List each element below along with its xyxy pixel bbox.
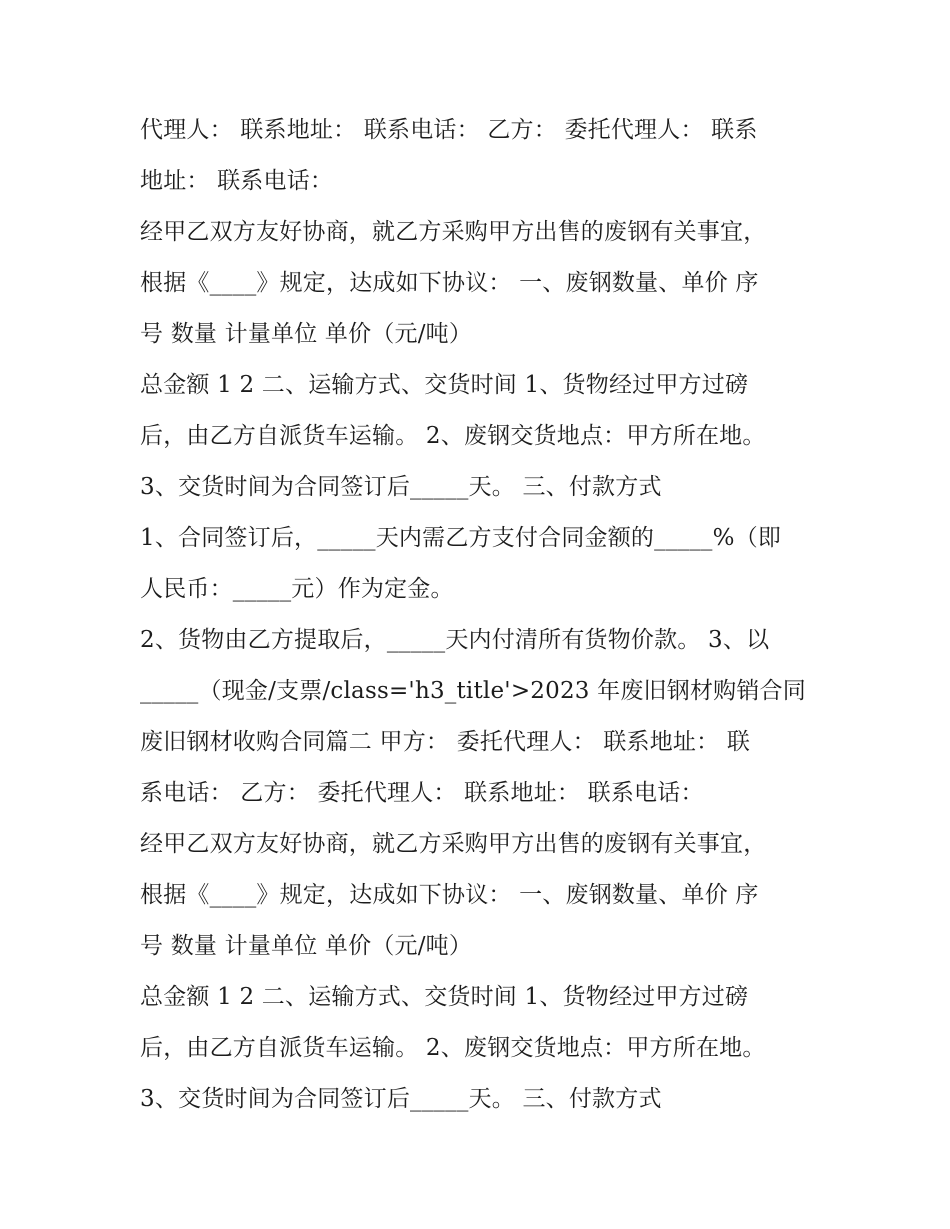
text-line-15: 经甲乙双方友好协商，就乙方采购甲方出售的废钢有关事宜， [140, 831, 767, 857]
text-line-19: 后，由乙方自派货车运输。 2、废钢交货地点：甲方所在地。 [140, 1035, 766, 1061]
text-line-3: 经甲乙双方友好协商，就乙方采购甲方出售的废钢有关事宜， [140, 219, 767, 245]
text-line-5: 号 数量 计量单位 单价（元/吨） [140, 321, 473, 347]
text-line-7: 后，由乙方自派货车运输。 2、废钢交货地点：甲方所在地。 [140, 423, 766, 449]
text-line-6: 总金额 1 2 二、运输方式、交货时间 1、货物经过甲方过磅 [140, 372, 749, 398]
text-line-8: 3、交货时间为合同签订后_____天。 三、付款方式 [140, 474, 662, 500]
text-line-4: 根据《____》规定，达成如下协议： 一、废钢数量、单价 序 [140, 270, 759, 296]
document-body [140, 105, 810, 1125]
text-line-11: 2、货物由乙方提取后，_____天内付清所有货物价款。 3、以 [140, 627, 770, 653]
text-line-10: 人民币：_____元）作为定金。 [140, 576, 454, 602]
text-line-1: 代理人： 联系地址： 联系电话： 乙方： 委托代理人： 联系 [140, 117, 758, 143]
text-line-16: 根据《____》规定，达成如下协议： 一、废钢数量、单价 序 [140, 882, 759, 908]
text-line-9: 1、合同签订后，_____天内需乙方支付合同金额的_____%（即 [140, 525, 782, 551]
text-line-14: 系电话： 乙方： 委托代理人： 联系地址： 联系电话： [140, 780, 704, 806]
text-line-2: 地址： 联系电话： [140, 168, 334, 194]
text-line-13: 废旧钢材收购合同篇二 甲方： 委托代理人： 联系地址： 联 [140, 729, 751, 755]
text-line-18: 总金额 1 2 二、运输方式、交货时间 1、货物经过甲方过磅 [140, 984, 749, 1010]
text-line-17: 号 数量 计量单位 单价（元/吨） [140, 933, 473, 959]
text-line-12: _____（现金/支票/class='h3_title'>2023 年废旧钢材购销合同 [140, 678, 806, 704]
text-line-20: 3、交货时间为合同签订后_____天。 三、付款方式 [140, 1086, 662, 1112]
